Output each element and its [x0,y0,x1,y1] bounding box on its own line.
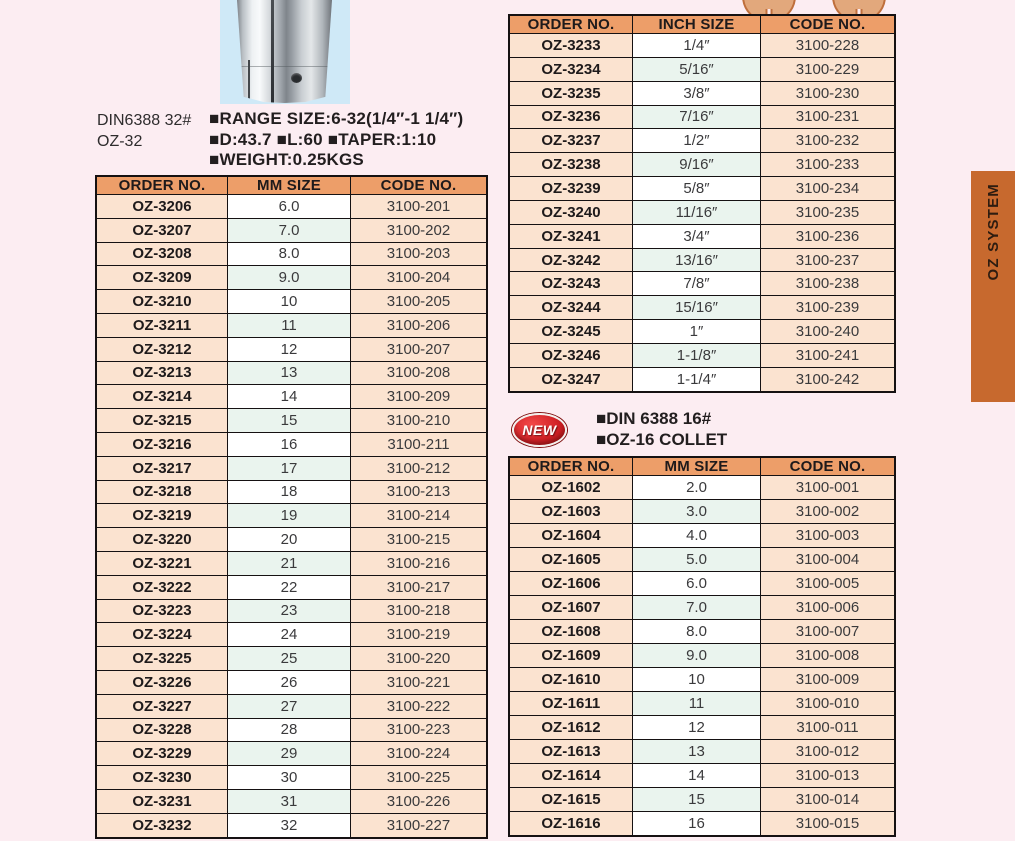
table-row [509,105,895,129]
code-no-cell: 3100-218 [351,599,488,623]
order-no-cell: OZ-3246 [509,343,633,367]
table-row [96,290,487,314]
table-row [509,272,895,296]
order-no-cell: OZ-3247 [509,367,633,392]
size-cell: 22 [228,575,351,599]
order-no-cell: OZ-1611 [509,691,633,715]
code-no-cell: 3100-225 [351,766,488,790]
size-cell: 15 [228,409,351,433]
table-row [96,599,487,623]
order-no-cell: OZ-3206 [96,195,228,219]
table-row [96,432,487,456]
spec-dimensions: ■D:43.7 ■L:60 ■TAPER:1:10 [209,129,437,149]
code-no-cell: 3100-203 [351,242,488,266]
table-row [96,623,487,647]
size-cell: 7/8″ [633,272,761,296]
size-cell: 28 [228,718,351,742]
size-cell: 5.0 [633,547,761,571]
table-row [96,337,487,361]
table-row [96,813,487,838]
header-row [96,176,487,195]
table-row [96,647,487,671]
order-no-cell: OZ-3244 [509,296,633,320]
column-header: CODE NO. [761,15,896,34]
order-no-cell: OZ-3213 [96,361,228,385]
table-row [509,367,895,392]
code-no-cell: 3100-226 [351,789,488,813]
order-no-cell: OZ-3236 [509,105,633,129]
code-no-cell: 3100-230 [761,81,896,105]
size-cell: 11 [633,691,761,715]
table-row [96,694,487,718]
order-no-cell: OZ-3234 [509,57,633,81]
order-no-cell: OZ-3223 [96,599,228,623]
code-no-cell: 3100-215 [351,528,488,552]
table-row [509,248,895,272]
code-no-cell: 3100-002 [761,499,896,523]
table-row [96,551,487,575]
code-no-cell: 3100-001 [761,476,896,500]
order-no-cell: OZ-3235 [509,81,633,105]
collet-illustration [237,0,332,103]
size-cell: 13/16″ [633,248,761,272]
header-row [509,15,895,34]
size-cell: 32 [228,813,351,838]
header-row [509,457,895,476]
size-cell: 13 [228,361,351,385]
order-no-cell: OZ-3230 [96,766,228,790]
size-cell: 1/4″ [633,34,761,58]
size-cell: 1-1/8″ [633,343,761,367]
order-no-cell: OZ-3233 [509,34,633,58]
code-no-cell: 3100-014 [761,787,896,811]
size-cell: 29 [228,742,351,766]
table-row [509,200,895,224]
table-row [96,313,487,337]
order-no-cell: OZ-3216 [96,432,228,456]
code-no-cell: 3100-202 [351,218,488,242]
size-cell: 27 [228,694,351,718]
oz32-inch-size-table [508,14,896,393]
size-cell: 9.0 [633,643,761,667]
table-row [96,480,487,504]
order-no-cell: OZ-3238 [509,153,633,177]
order-no-cell: OZ-3221 [96,551,228,575]
size-cell: 10 [633,667,761,691]
order-no-cell: OZ-3211 [96,313,228,337]
order-no-cell: OZ-3240 [509,200,633,224]
order-no-cell: OZ-3212 [96,337,228,361]
size-cell: 26 [228,670,351,694]
size-cell: 1″ [633,320,761,344]
order-no-cell: OZ-3220 [96,528,228,552]
size-cell: 15/16″ [633,296,761,320]
order-no-cell: OZ-1616 [509,811,633,836]
code-no-cell: 3100-241 [761,343,896,367]
size-cell: 2.0 [633,476,761,500]
order-no-cell: OZ-3232 [96,813,228,838]
order-no-cell: OZ-3210 [96,290,228,314]
code-no-cell: 3100-214 [351,504,488,528]
code-no-cell: 3100-208 [351,361,488,385]
table-row [96,195,487,219]
table-row [509,296,895,320]
code-no-cell: 3100-229 [761,57,896,81]
code-no-cell: 3100-216 [351,551,488,575]
column-header: ORDER NO. [509,457,633,476]
table-row [509,739,895,763]
table-row [509,343,895,367]
order-no-cell: OZ-1606 [509,571,633,595]
order-no-cell: OZ-3241 [509,224,633,248]
order-no-cell: OZ-3208 [96,242,228,266]
order-no-cell: OZ-3225 [96,647,228,671]
code-no-cell: 3100-010 [761,691,896,715]
size-cell: 25 [228,647,351,671]
table-row [96,266,487,290]
code-no-cell: 3100-227 [351,813,488,838]
size-cell: 3/4″ [633,224,761,248]
code-no-cell: 3100-003 [761,523,896,547]
code-no-cell: 3100-201 [351,195,488,219]
column-header: ORDER NO. [96,176,228,195]
code-no-cell: 3100-224 [351,742,488,766]
size-cell: 16 [633,811,761,836]
table-row [509,129,895,153]
size-cell: 1-1/4″ [633,367,761,392]
table-row [509,571,895,595]
code-no-cell: 3100-234 [761,177,896,201]
code-no-cell: 3100-238 [761,272,896,296]
code-no-cell: 3100-223 [351,718,488,742]
order-no-cell: OZ-3219 [96,504,228,528]
oz16-standard-label: ■DIN 6388 16# [596,409,712,428]
collet-product-photo [220,0,350,104]
table-row [509,667,895,691]
table-row [509,153,895,177]
code-no-cell: 3100-239 [761,296,896,320]
order-no-cell: OZ-3227 [96,694,228,718]
size-cell: 20 [228,528,351,552]
code-no-cell: 3100-007 [761,619,896,643]
table-row [509,643,895,667]
size-cell: 11/16″ [633,200,761,224]
size-cell: 31 [228,789,351,813]
order-no-cell: OZ-3228 [96,718,228,742]
table-row [509,715,895,739]
code-no-cell: 3100-236 [761,224,896,248]
table-row [96,456,487,480]
order-no-cell: OZ-3224 [96,623,228,647]
order-no-cell: OZ-1604 [509,523,633,547]
size-cell: 23 [228,599,351,623]
code-no-cell: 3100-204 [351,266,488,290]
code-no-cell: 3100-222 [351,694,488,718]
column-header: INCH SIZE [633,15,761,34]
table-row [509,224,895,248]
size-cell: 3.0 [633,499,761,523]
table-row [96,789,487,813]
table-row [96,670,487,694]
code-no-cell: 3100-005 [761,571,896,595]
size-cell: 3/8″ [633,81,761,105]
size-cell: 17 [228,456,351,480]
size-cell: 14 [228,385,351,409]
table-row [509,57,895,81]
model-number-label: OZ-32 [97,133,143,150]
table-row [96,242,487,266]
size-cell: 13 [633,739,761,763]
order-no-cell: OZ-1608 [509,619,633,643]
order-no-cell: OZ-1610 [509,667,633,691]
size-cell: 5/8″ [633,177,761,201]
table-row [96,766,487,790]
order-no-cell: OZ-3218 [96,480,228,504]
table-row [96,218,487,242]
order-no-cell: OZ-3222 [96,575,228,599]
size-cell: 7.0 [633,595,761,619]
code-no-cell: 3100-012 [761,739,896,763]
table-row [96,409,487,433]
order-no-cell: OZ-1612 [509,715,633,739]
size-cell: 8.0 [633,619,761,643]
table-row [96,385,487,409]
table-row [509,177,895,201]
table-row [509,811,895,836]
code-no-cell: 3100-232 [761,129,896,153]
code-no-cell: 3100-015 [761,811,896,836]
code-no-cell: 3100-211 [351,432,488,456]
table-row [96,361,487,385]
code-no-cell: 3100-231 [761,105,896,129]
size-cell: 7.0 [228,218,351,242]
code-no-cell: 3100-235 [761,200,896,224]
code-no-cell: 3100-221 [351,670,488,694]
table-row [509,595,895,619]
size-cell: 18 [228,480,351,504]
collet-left-slit [248,60,250,101]
order-no-cell: OZ-3231 [96,789,228,813]
spec-weight: ■WEIGHT:0.25KGS [209,150,364,169]
order-no-cell: OZ-1609 [509,643,633,667]
column-header: CODE NO. [761,457,896,476]
table-row [509,619,895,643]
table-row [96,718,487,742]
model-label-block [97,110,191,152]
order-no-cell: OZ-3237 [509,129,633,153]
code-no-cell: 3100-213 [351,480,488,504]
oz16-collet-label: ■OZ-16 COLLET [596,429,728,449]
code-no-cell: 3100-008 [761,643,896,667]
size-cell: 9/16″ [633,153,761,177]
order-no-cell: OZ-3215 [96,409,228,433]
code-no-cell: 3100-210 [351,409,488,433]
code-no-cell: 3100-240 [761,320,896,344]
collet-center-slit [271,0,274,103]
code-no-cell: 3100-207 [351,337,488,361]
order-no-cell: OZ-3207 [96,218,228,242]
code-no-cell: 3100-206 [351,313,488,337]
size-cell: 4.0 [633,523,761,547]
code-no-cell: 3100-219 [351,623,488,647]
column-header: ORDER NO. [509,15,633,34]
table-row [509,691,895,715]
column-header: MM SIZE [228,176,351,195]
size-cell: 6.0 [228,195,351,219]
table-row [509,547,895,571]
spec-block [209,109,463,171]
column-header: MM SIZE [633,457,761,476]
size-cell: 6.0 [633,571,761,595]
order-no-cell: OZ-3239 [509,177,633,201]
order-no-cell: OZ-3214 [96,385,228,409]
code-no-cell: 3100-242 [761,367,896,392]
order-no-cell: OZ-3245 [509,320,633,344]
table-row [96,575,487,599]
oz16-section-heading [596,409,727,450]
table-row [509,320,895,344]
size-cell: 21 [228,551,351,575]
code-no-cell: 3100-011 [761,715,896,739]
new-badge [512,413,567,447]
code-no-cell: 3100-217 [351,575,488,599]
size-cell: 10 [228,290,351,314]
order-no-cell: OZ-1605 [509,547,633,571]
table-row [509,787,895,811]
size-cell: 7/16″ [633,105,761,129]
size-cell: 9.0 [228,266,351,290]
order-no-cell: OZ-3226 [96,670,228,694]
spec-range-size: ■RANGE SIZE:6-32(1/4″-1 1/4″) [209,109,464,128]
size-cell: 12 [228,337,351,361]
size-cell: 30 [228,766,351,790]
size-cell: 24 [228,623,351,647]
code-no-cell: 3100-220 [351,647,488,671]
table-row [509,81,895,105]
order-no-cell: OZ-1614 [509,763,633,787]
order-no-cell: OZ-1602 [509,476,633,500]
order-no-cell: OZ-3229 [96,742,228,766]
code-no-cell: 3100-013 [761,763,896,787]
order-no-cell: OZ-3242 [509,248,633,272]
order-no-cell: OZ-1613 [509,739,633,763]
code-no-cell: 3100-237 [761,248,896,272]
column-header: CODE NO. [351,176,488,195]
size-cell: 19 [228,504,351,528]
order-no-cell: OZ-3217 [96,456,228,480]
code-no-cell: 3100-004 [761,547,896,571]
oz-system-tab-label: OZ SYSTEM [984,183,1002,281]
size-cell: 8.0 [228,242,351,266]
code-no-cell: 3100-209 [351,385,488,409]
table-row [96,504,487,528]
model-standard-label: DIN6388 32# [97,112,192,129]
table-row [96,528,487,552]
size-cell: 15 [633,787,761,811]
new-badge-label: NEW [522,422,557,438]
table-row [509,34,895,58]
code-no-cell: 3100-006 [761,595,896,619]
size-cell: 16 [228,432,351,456]
code-no-cell: 3100-212 [351,456,488,480]
table-row [96,742,487,766]
oz16-mm-size-table [508,456,896,837]
code-no-cell: 3100-233 [761,153,896,177]
collet-hole [291,73,302,83]
order-no-cell: OZ-1603 [509,499,633,523]
order-no-cell: OZ-3243 [509,272,633,296]
size-cell: 11 [228,313,351,337]
table-row [509,523,895,547]
order-no-cell: OZ-3209 [96,266,228,290]
table-row [509,763,895,787]
code-no-cell: 3100-228 [761,34,896,58]
order-no-cell: OZ-1607 [509,595,633,619]
size-cell: 5/16″ [633,57,761,81]
table-row [509,476,895,500]
code-no-cell: 3100-009 [761,667,896,691]
oz32-mm-size-table [95,175,488,839]
order-no-cell: OZ-1615 [509,787,633,811]
size-cell: 1/2″ [633,129,761,153]
size-cell: 14 [633,763,761,787]
collet-seam-line [237,66,332,67]
table-row [509,499,895,523]
size-cell: 12 [633,715,761,739]
code-no-cell: 3100-205 [351,290,488,314]
